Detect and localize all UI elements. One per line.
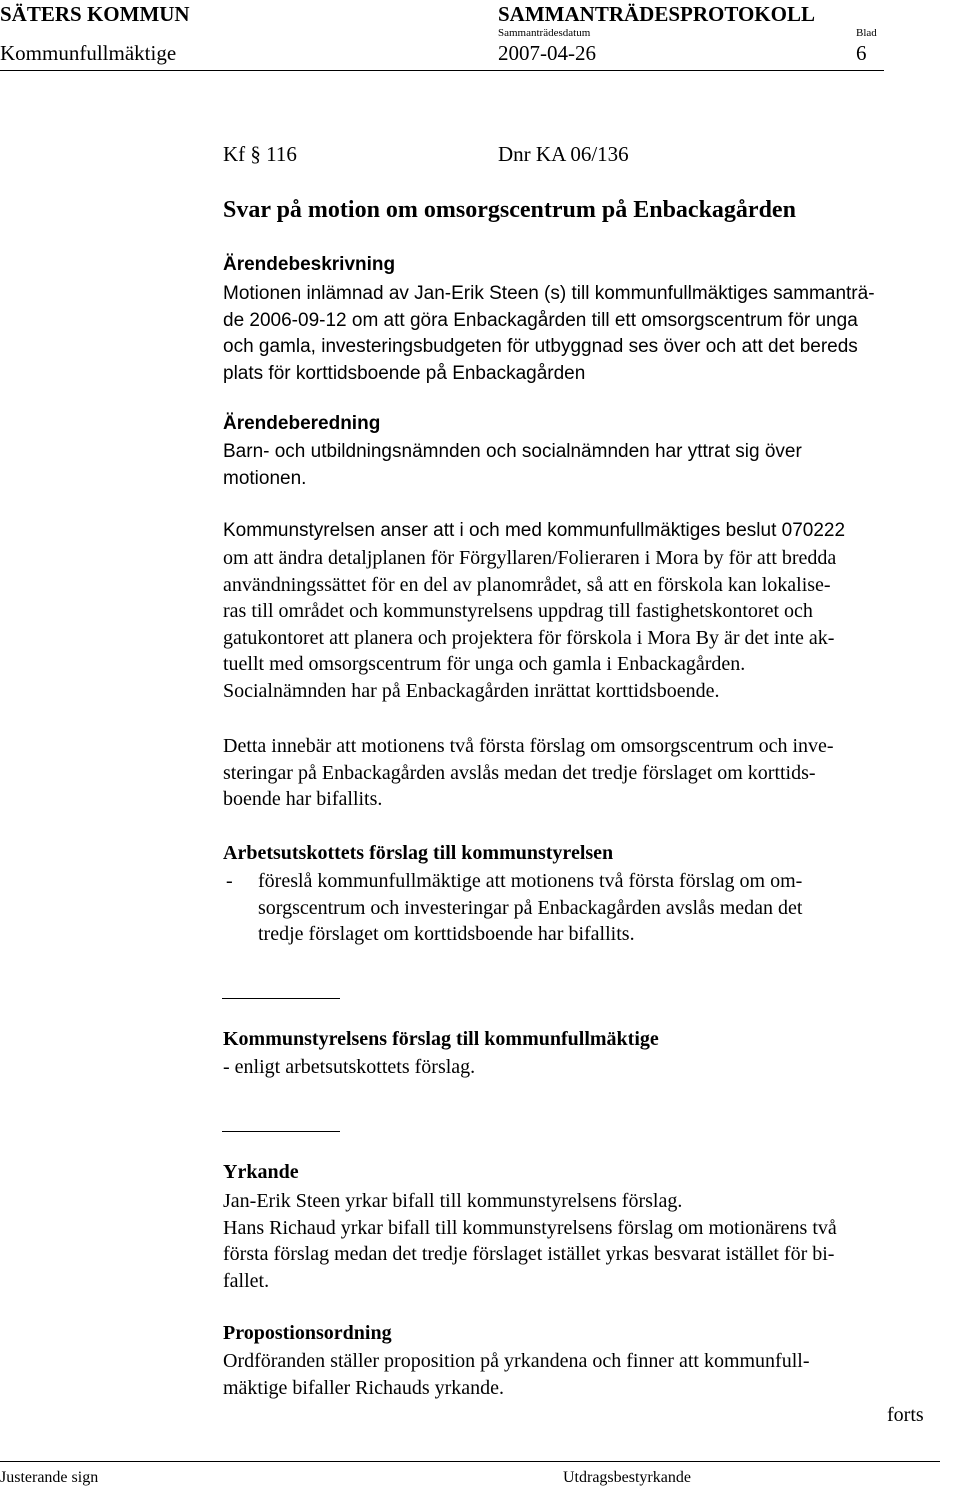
- kommunstyrelsens-forslag-text: - enligt arbetsutskottets förslag.: [223, 1056, 476, 1078]
- footer-rule: [0, 1461, 940, 1462]
- text-line: mäktige bifaller Richauds yrkande.: [223, 1376, 505, 1399]
- municipality-name: SÄTERS KOMMUN: [0, 2, 190, 26]
- footer-justerande-sign: Justerande sign: [0, 1469, 99, 1486]
- case-title: Svar på motion om omsorgscentrum på Enbackagården: [223, 197, 796, 223]
- text-line: Ordföranden ställer proposition på yrkandena och finner att kommunfull-: [223, 1350, 810, 1372]
- date-label: Sammanträdesdatum: [498, 27, 591, 39]
- text-line: första förslag medan det tredje förslaget istället yrkas besvarat istället för bi-: [223, 1243, 835, 1265]
- page-label: Blad: [856, 27, 877, 39]
- separator-rule: [222, 1131, 340, 1132]
- text-line: de 2006-09-12 om att göra Enbackagården till ett omsorgscentrum för unga: [223, 309, 858, 331]
- text-line: gatukontoret att planera och projektera för förskola i Mora By är det inte ak-: [223, 626, 835, 649]
- footer-utdragsbestyrkande: Utdragsbestyrkande: [563, 1469, 691, 1486]
- section-heading-arendebeskrivning: Ärendebeskrivning: [223, 254, 396, 275]
- text-line: och gamla, investeringsbudgeten för utbyggnad ses över och att det bereds: [223, 336, 858, 357]
- continuation-note: forts: [887, 1404, 924, 1426]
- list-dash: -: [226, 870, 233, 892]
- protocol-title: SAMMANTRÄDESPROTOKOLL: [498, 2, 815, 26]
- header-rule: [0, 70, 884, 71]
- section-heading-arbetsutskottet: Arbetsutskottets förslag till kommunstyrelsen: [223, 842, 614, 864]
- text-line: Kommunstyrelsen anser att i och med kommunfullmäktiges beslut 070222: [223, 520, 846, 541]
- section-heading-kommunstyrelsens-forslag: Kommunstyrelsens förslag till kommunfullmäktige: [223, 1028, 659, 1050]
- text-line: användningssättet för en del av planområdet, så att en förskola kan lokalise-: [223, 573, 831, 596]
- text-line: Socialnämnden har på Enbackagården inrättat korttidsboende.: [223, 679, 720, 702]
- page-number: 6: [856, 41, 867, 65]
- text-line: Motionen inlämnad av Jan-Erik Steen (s) till kommunfullmäktiges sammanträ-: [223, 283, 875, 304]
- text-line: Jan-Erik Steen yrkar bifall till kommunstyrelsens förslag.: [223, 1190, 683, 1212]
- text-line: föreslå kommunfullmäktige att motionens två första förslag om om-: [258, 870, 803, 892]
- text-line: tuellt med omsorgscentrum för unga och gamla i Enbackagården.: [223, 653, 746, 675]
- case-dnr: Dnr KA 06/136: [498, 142, 629, 166]
- text-line: Barn- och utbildningsnämnden och socialnämnden har yttrat sig över: [223, 441, 802, 462]
- section-heading-propositionsordning: Propostionsordning: [223, 1322, 392, 1344]
- body-name: Kommunfullmäktige: [0, 41, 177, 65]
- case-number: Kf § 116: [223, 142, 297, 166]
- text-line: om att ändra detaljplanen för Förgyllaren/Folieraren i Mora by för att bredda: [223, 547, 837, 569]
- text-line: Hans Richaud yrkar bifall till kommunstyrelsens förslag om motionärens två: [223, 1216, 837, 1239]
- text-line: tredje förslaget om korttidsboende har bifallits.: [258, 923, 635, 945]
- text-line: plats för korttidsboende på Enbackagården: [223, 362, 586, 384]
- section-heading-arendeberedning: Ärendeberedning: [223, 413, 381, 434]
- text-line: Detta innebär att motionens två första förslag om omsorgscentrum och inve-: [223, 735, 834, 757]
- text-line: motionen.: [223, 467, 307, 489]
- text-line: fallet.: [223, 1269, 270, 1292]
- separator-rule: [222, 998, 340, 999]
- text-line: sorgscentrum och investeringar på Enbackagården avslås medan det: [258, 896, 803, 919]
- meeting-date: 2007-04-26: [498, 41, 596, 65]
- section-heading-yrkande: Yrkande: [223, 1161, 299, 1183]
- text-line: ras till området och kommunstyrelsens uppdrag till fastighetskontoret och: [223, 600, 813, 622]
- text-line: steringar på Enbackagården avslås medan det tredje förslaget om korttids-: [223, 761, 816, 784]
- text-line: boende har bifallits.: [223, 788, 383, 810]
